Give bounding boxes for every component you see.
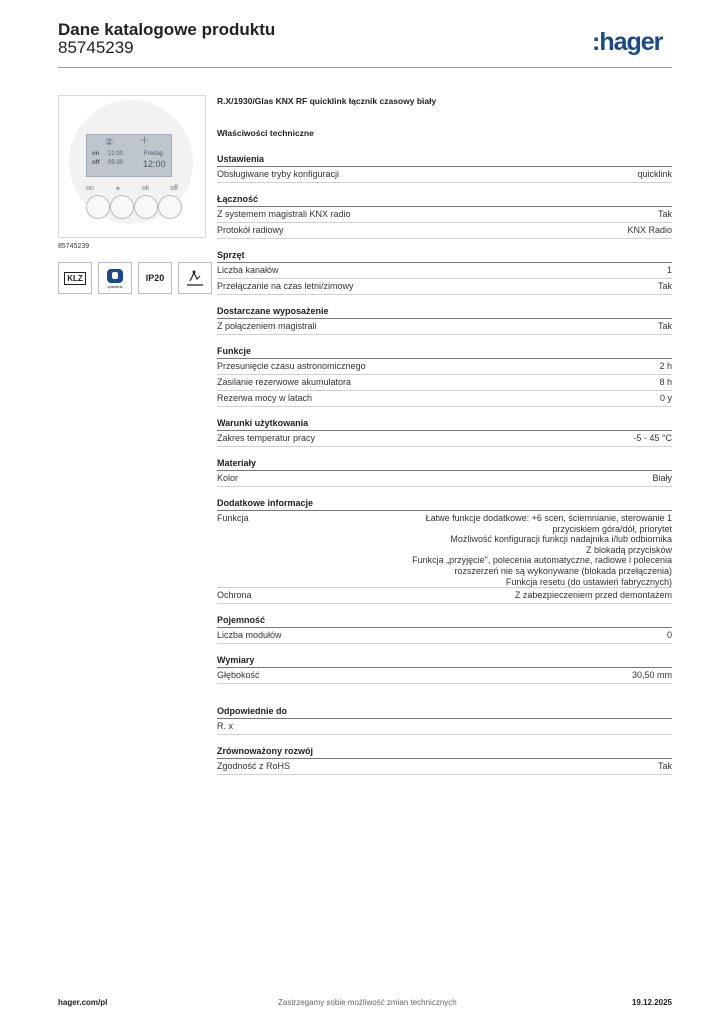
- section-title: Ustawienia: [217, 154, 672, 167]
- spec-value-line: Możliwość konfiguracji funkcji nadajnika i/lub odbiornika: [450, 534, 672, 545]
- spec-row: [217, 431, 672, 447]
- device-button: [86, 195, 110, 219]
- spec-value-line: rozszerzeń nie są wykonywane (blokada przełączenia): [454, 565, 672, 576]
- spec-value-line: Tak: [657, 209, 672, 219]
- image-product-code: 85745239: [58, 243, 90, 250]
- lcd-mode-icon: ②: [105, 137, 114, 147]
- spec-value-line: Tak: [657, 321, 672, 331]
- spec-section: [217, 458, 672, 487]
- quicklink-icon: quicklink: [98, 262, 132, 294]
- spec-value: [660, 393, 672, 404]
- spec-value-line: quicklink: [637, 169, 672, 179]
- section-title: Odpowiednie do: [217, 706, 672, 719]
- spec-section: [217, 615, 672, 644]
- spec-row: [217, 319, 672, 335]
- spec-label: Przesunięcie czasu astronomicznego: [217, 361, 366, 371]
- spec-section: [217, 306, 672, 335]
- spec-label: Z systemem magistrali KNX radio: [217, 209, 351, 219]
- section-title: Zrównoważony rozwój: [217, 746, 672, 759]
- section-title: Sprzęt: [217, 250, 672, 263]
- spec-value-line: przyciskiem góra/dół, priorytet: [552, 523, 672, 534]
- spec-label: Zasilanie rezerwowe akumulatora: [217, 377, 352, 387]
- section-title: Dodatkowe informacje: [217, 498, 672, 511]
- footer-disclaimer: Zastrzegamy sobie możliwość zmian technicznych: [278, 998, 457, 1007]
- hager-logo: :hager: [592, 28, 663, 56]
- quicklink-q-icon: [106, 268, 124, 284]
- device-buttons: [86, 195, 182, 219]
- spec-value-line: Tak: [657, 761, 672, 772]
- section-title: Materiały: [217, 458, 672, 471]
- spec-section: [217, 418, 672, 447]
- product-image: [58, 95, 206, 238]
- spec-section: [217, 194, 672, 239]
- spec-value-line: 1: [666, 265, 672, 275]
- spec-row: [217, 359, 672, 375]
- spec-row: [217, 263, 672, 279]
- spec-value: [658, 321, 672, 332]
- lcd-time-1: 21:00: [108, 151, 124, 157]
- spec-value-line: Funkcja „przyjęcie", polecenia automatyczne, radiowe i polecenia: [412, 555, 672, 566]
- spec-label: Liczba kanałów: [217, 265, 279, 275]
- spec-row: [217, 628, 672, 644]
- spec-value: [667, 630, 672, 641]
- spec-label: Zgodność z RoHS: [217, 761, 291, 772]
- lcd-day: Freitag: [144, 151, 163, 157]
- spec-label: Protokół radiowy: [217, 225, 284, 235]
- spec-section: [217, 746, 672, 775]
- spec-row: [217, 223, 672, 239]
- spec-value: [659, 361, 672, 372]
- spec-row: [217, 391, 672, 407]
- device-button: [134, 195, 158, 219]
- hand-install-icon: [178, 262, 212, 294]
- spec-row: [217, 511, 672, 588]
- spec-value-line: Z blokadą przycisków: [585, 544, 672, 555]
- feature-badges: [58, 262, 212, 294]
- spec-value: [632, 670, 672, 681]
- product-name: R.X/1930/Glas KNX RF quicklink łącznik czasowy biały: [217, 96, 437, 106]
- spec-row: [217, 719, 672, 735]
- spec-label: Rezerwa mocy w latach: [217, 393, 313, 403]
- spec-value: [633, 433, 672, 444]
- spec-row: [217, 279, 672, 295]
- spec-row: [217, 668, 672, 684]
- device-illustration: [69, 100, 193, 224]
- spec-value-line: Biały: [652, 473, 672, 483]
- spec-value-line: 8 h: [659, 377, 672, 387]
- spec-label: Obsługiwane tryby konfiguracji: [217, 169, 340, 179]
- spec-label: Głębokość: [217, 670, 260, 681]
- spec-row: [217, 588, 672, 604]
- spec-section: [217, 154, 672, 183]
- footer-date: 19.12.2025: [631, 998, 672, 1007]
- spec-value: [658, 281, 672, 292]
- spec-value-line: 30,50 mm: [631, 670, 672, 681]
- button-label-off: off: [170, 185, 178, 192]
- lcd-off: off: [92, 160, 100, 166]
- spec-label: Funkcja: [217, 513, 249, 523]
- spec-value: [658, 761, 672, 772]
- spec-section: [217, 346, 672, 407]
- ip20-icon: IP20: [138, 262, 172, 294]
- document-product-code: 85745239: [58, 38, 134, 57]
- spec-value: [652, 473, 672, 484]
- section-title: Wymiary: [217, 655, 672, 668]
- header-divider: [58, 67, 672, 68]
- spec-value: [658, 209, 672, 220]
- spec-value: [412, 513, 672, 587]
- section-title: Pojemność: [217, 615, 672, 628]
- spec-value: [667, 265, 672, 276]
- button-label-light: ☀: [114, 186, 122, 193]
- footer-website: hager.com/pl: [58, 998, 108, 1007]
- product-specification: [217, 96, 672, 775]
- lcd-radio-icon: ◦|◦: [141, 137, 148, 144]
- spec-label: Zakres temperatur pracy: [217, 433, 316, 443]
- spec-section: [217, 706, 672, 735]
- spec-section: [217, 498, 672, 604]
- spec-section: [217, 655, 672, 684]
- spec-value: [515, 590, 672, 601]
- spec-label: Liczba modułów: [217, 630, 282, 641]
- lcd-on: on: [92, 151, 100, 157]
- spec-value: [659, 377, 672, 388]
- spec-label: R. x: [217, 721, 234, 732]
- device-button-labels: [86, 185, 178, 193]
- spec-value-line: 0: [666, 630, 672, 641]
- spec-row: [217, 375, 672, 391]
- button-label-on: on: [86, 185, 94, 192]
- spec-label: Przełączanie na czas letni/zimowy: [217, 281, 354, 291]
- spec-value-line: Z zabezpieczeniem przed demontażem: [514, 590, 672, 601]
- spec-value-line: 0 y: [659, 393, 672, 403]
- device-button: [110, 195, 134, 219]
- spec-value-line: Tak: [657, 281, 672, 291]
- spec-value-line: 2 h: [659, 361, 672, 371]
- spec-value-line: Łatwe funkcje dodatkowe: +6 scen, ściemnianie, sterowanie 1: [425, 513, 672, 523]
- spec-row: [217, 167, 672, 183]
- device-button: [158, 195, 182, 219]
- spec-section: [217, 250, 672, 295]
- spec-value-line: KNX Radio: [627, 225, 672, 235]
- spec-row: [217, 207, 672, 223]
- section-title: Łączność: [217, 194, 672, 207]
- spec-value-line: -5 - 45 °C: [633, 433, 672, 443]
- section-title: Dostarczane wyposażenie: [217, 306, 672, 319]
- spec-value: [637, 169, 672, 180]
- spec-label: Kolor: [217, 473, 239, 483]
- spec-row: [217, 471, 672, 487]
- section-title: Funkcje: [217, 346, 672, 359]
- klz-icon: KLZ: [58, 262, 92, 294]
- document-title: Dane katalogowe produktu: [58, 20, 276, 39]
- lcd-clock: 12:00: [143, 159, 166, 169]
- spec-label: Z połączeniem magistrali: [217, 321, 317, 331]
- section-title: Warunki użytkowania: [217, 418, 672, 431]
- spec-row: [217, 759, 672, 775]
- button-label-ok: ok: [141, 185, 150, 192]
- spec-sections: [217, 154, 672, 775]
- device-lcd: [86, 134, 172, 177]
- spec-value: [627, 225, 672, 236]
- properties-heading: Właściwości techniczne: [217, 128, 314, 138]
- lcd-time-2: 05:30: [108, 160, 124, 166]
- spec-label: Ochrona: [217, 590, 252, 601]
- spec-value-line: Funkcja resetu (do ustawień fabrycznych): [505, 576, 672, 587]
